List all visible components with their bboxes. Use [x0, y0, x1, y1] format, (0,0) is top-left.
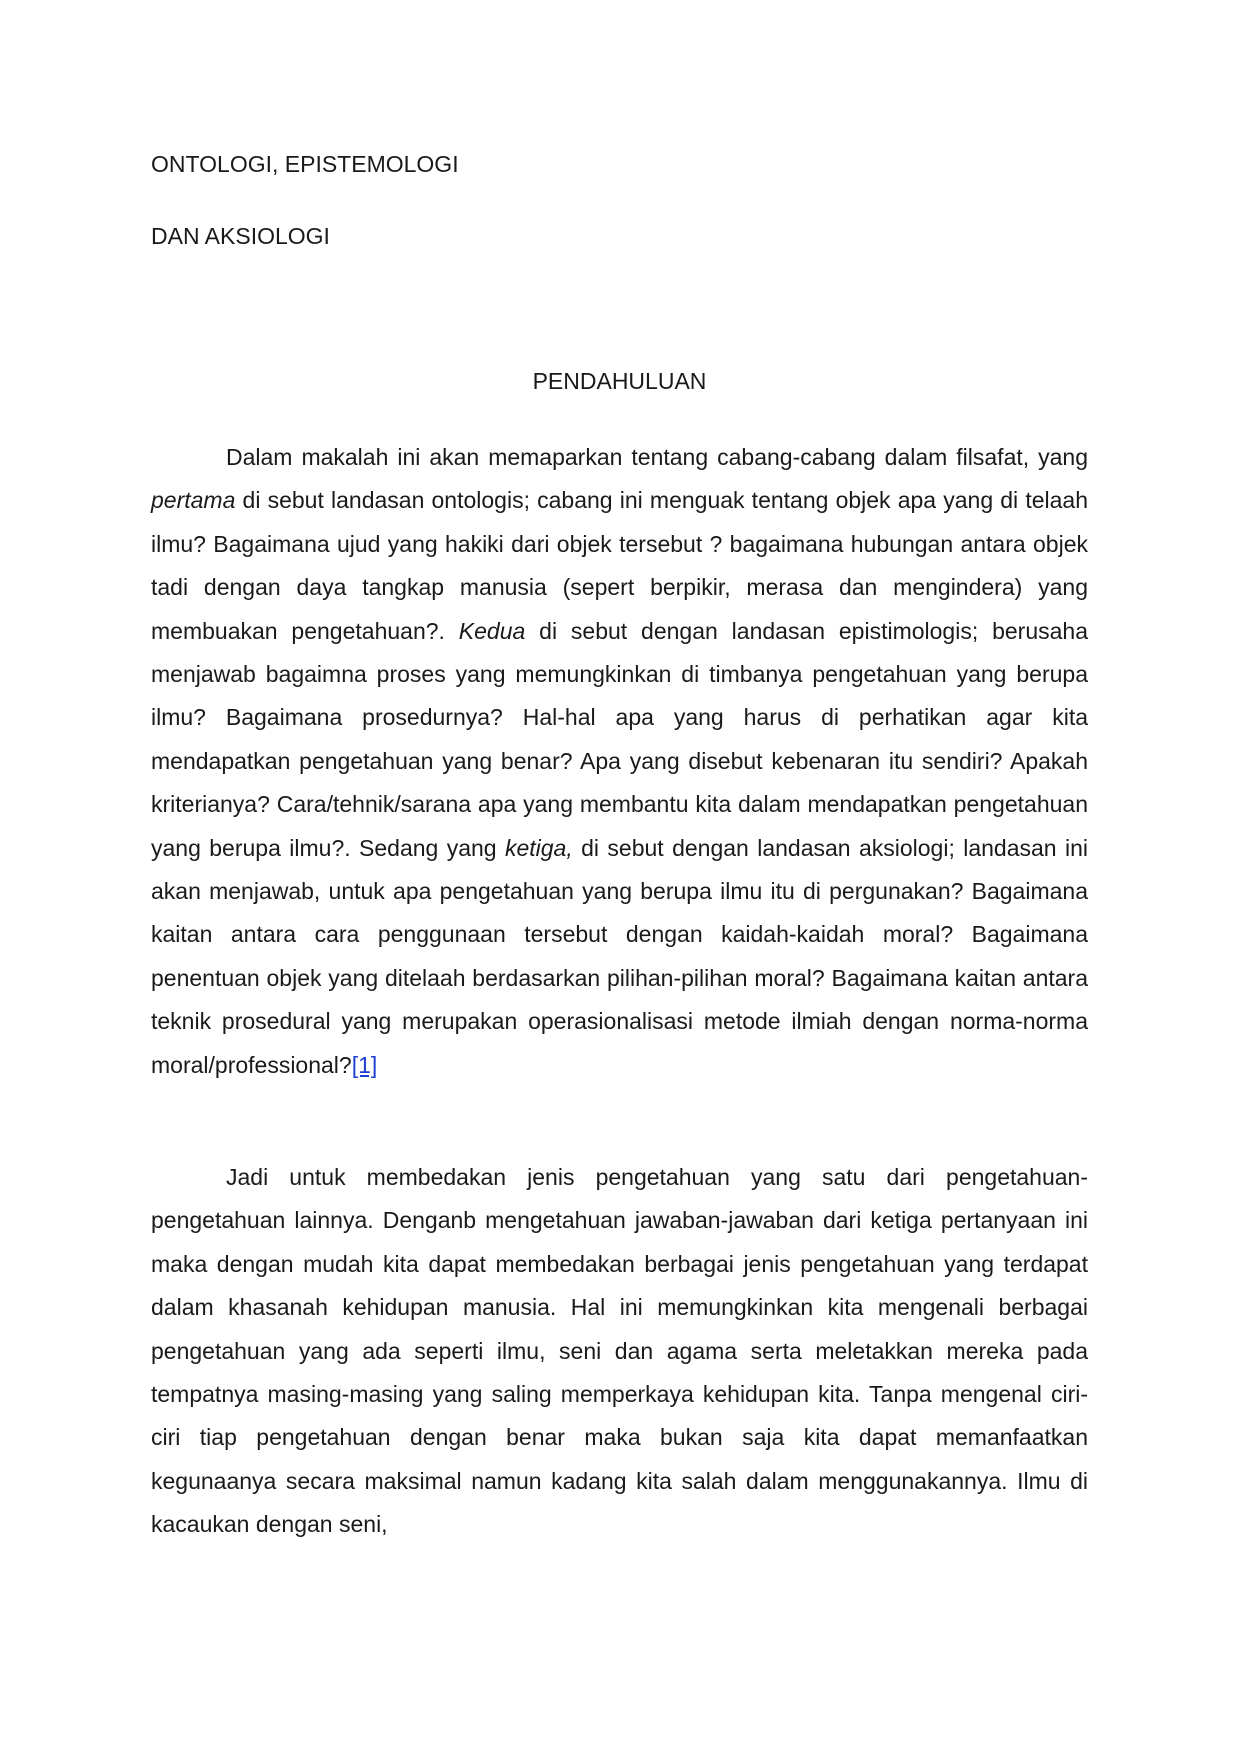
footnote-link[interactable]: [1]: [351, 1051, 378, 1078]
paragraph-1-text: di sebut dengan landasan epistimologis; berusaha menjawab bagaimna proses yang memungkinkan di timbanya pengetahuan yang berupa ilmu? Bagaimana prosedurnya? Hal-hal apa yang harus di perhatikan agar kita mendapatkan pengetahuan yang benar? Apa yang disebut kebenaran itu sendiri? Apakah kriterianya? Cara/tehnik/sarana apa yang membantu kita dalam mendapatkan pengetahuan yang berupa ilmu?. Sedang yang: [151, 617, 1088, 861]
section-title: PENDAHULUAN: [532, 368, 707, 394]
paragraph-1-emphasis-ketiga: ketiga,: [504, 834, 573, 861]
document-title-line-2: DAN AKSIOLOGI: [151, 223, 330, 249]
paragraph-1-emphasis-kedua: Kedua: [458, 617, 526, 644]
paragraph-1-emphasis-pertama: pertama: [151, 487, 236, 514]
paragraph-1-text: di sebut landasan ontologis; cabang ini menguak tentang objek apa yang di telaah ilmu? Bagaimana ujud yang hakiki dari objek tersebut ? bagaimana hubungan antara objek tadi dengan daya tangkap manusia (sepert berpikir, merasa dan mengindera) yang membuakan pengetahuan?.: [151, 487, 1088, 644]
paragraph-1-text: di sebut dengan landasan aksiologi; landasan ini akan menjawab, untuk apa pengetahuan yang berupa ilmu itu di pergunakan? Bagaimana kaitan antara cara penggunaan tersebut dengan kaidah-kaidah moral? Bagaimana penentuan objek yang ditelaah berdasarkan pilihan-pilihan moral? Bagaimana kaitan antara teknik prosedural yang merupakan operasionalisasi metode ilmiah dengan norma-norma moral/professional?: [151, 834, 1088, 1078]
document-title-line-1: ONTOLOGI, EPISTEMOLOGI: [151, 151, 459, 177]
paragraph-2: Jadi untuk membedakan jenis pengetahuan yang satu dari pengetahuan-pengetahuan lainnya. Denganb mengetahuan jawaban-jawaban dari ketiga pertanyaan ini maka dengan mudah kita dapat membedakan berbagai jenis pengetahuan yang terdapat dalam khasanah kehidupan manusia. Hal ini memungkinkan kita mengenali berbagai pengetahuan yang ada seperti ilmu, seni dan agama serta meletakkan mereka pada tempatnya masing-masing yang saling memperkaya kehidupan kita. Tanpa mengenal ciri-ciri tiap pengetahuan dengan benar maka bukan saja kita dapat memanfaatkan kegunaanya secara maksimal namun kadang kita salah dalam menggunakannya. Ilmu di kacaukan dengan seni,: [151, 1164, 1088, 1538]
paragraph-1: [151, 436, 1088, 1087]
paragraph-1-text: Dalam makalah ini akan memaparkan tentang cabang-cabang dalam filsafat, yang: [226, 444, 1088, 470]
